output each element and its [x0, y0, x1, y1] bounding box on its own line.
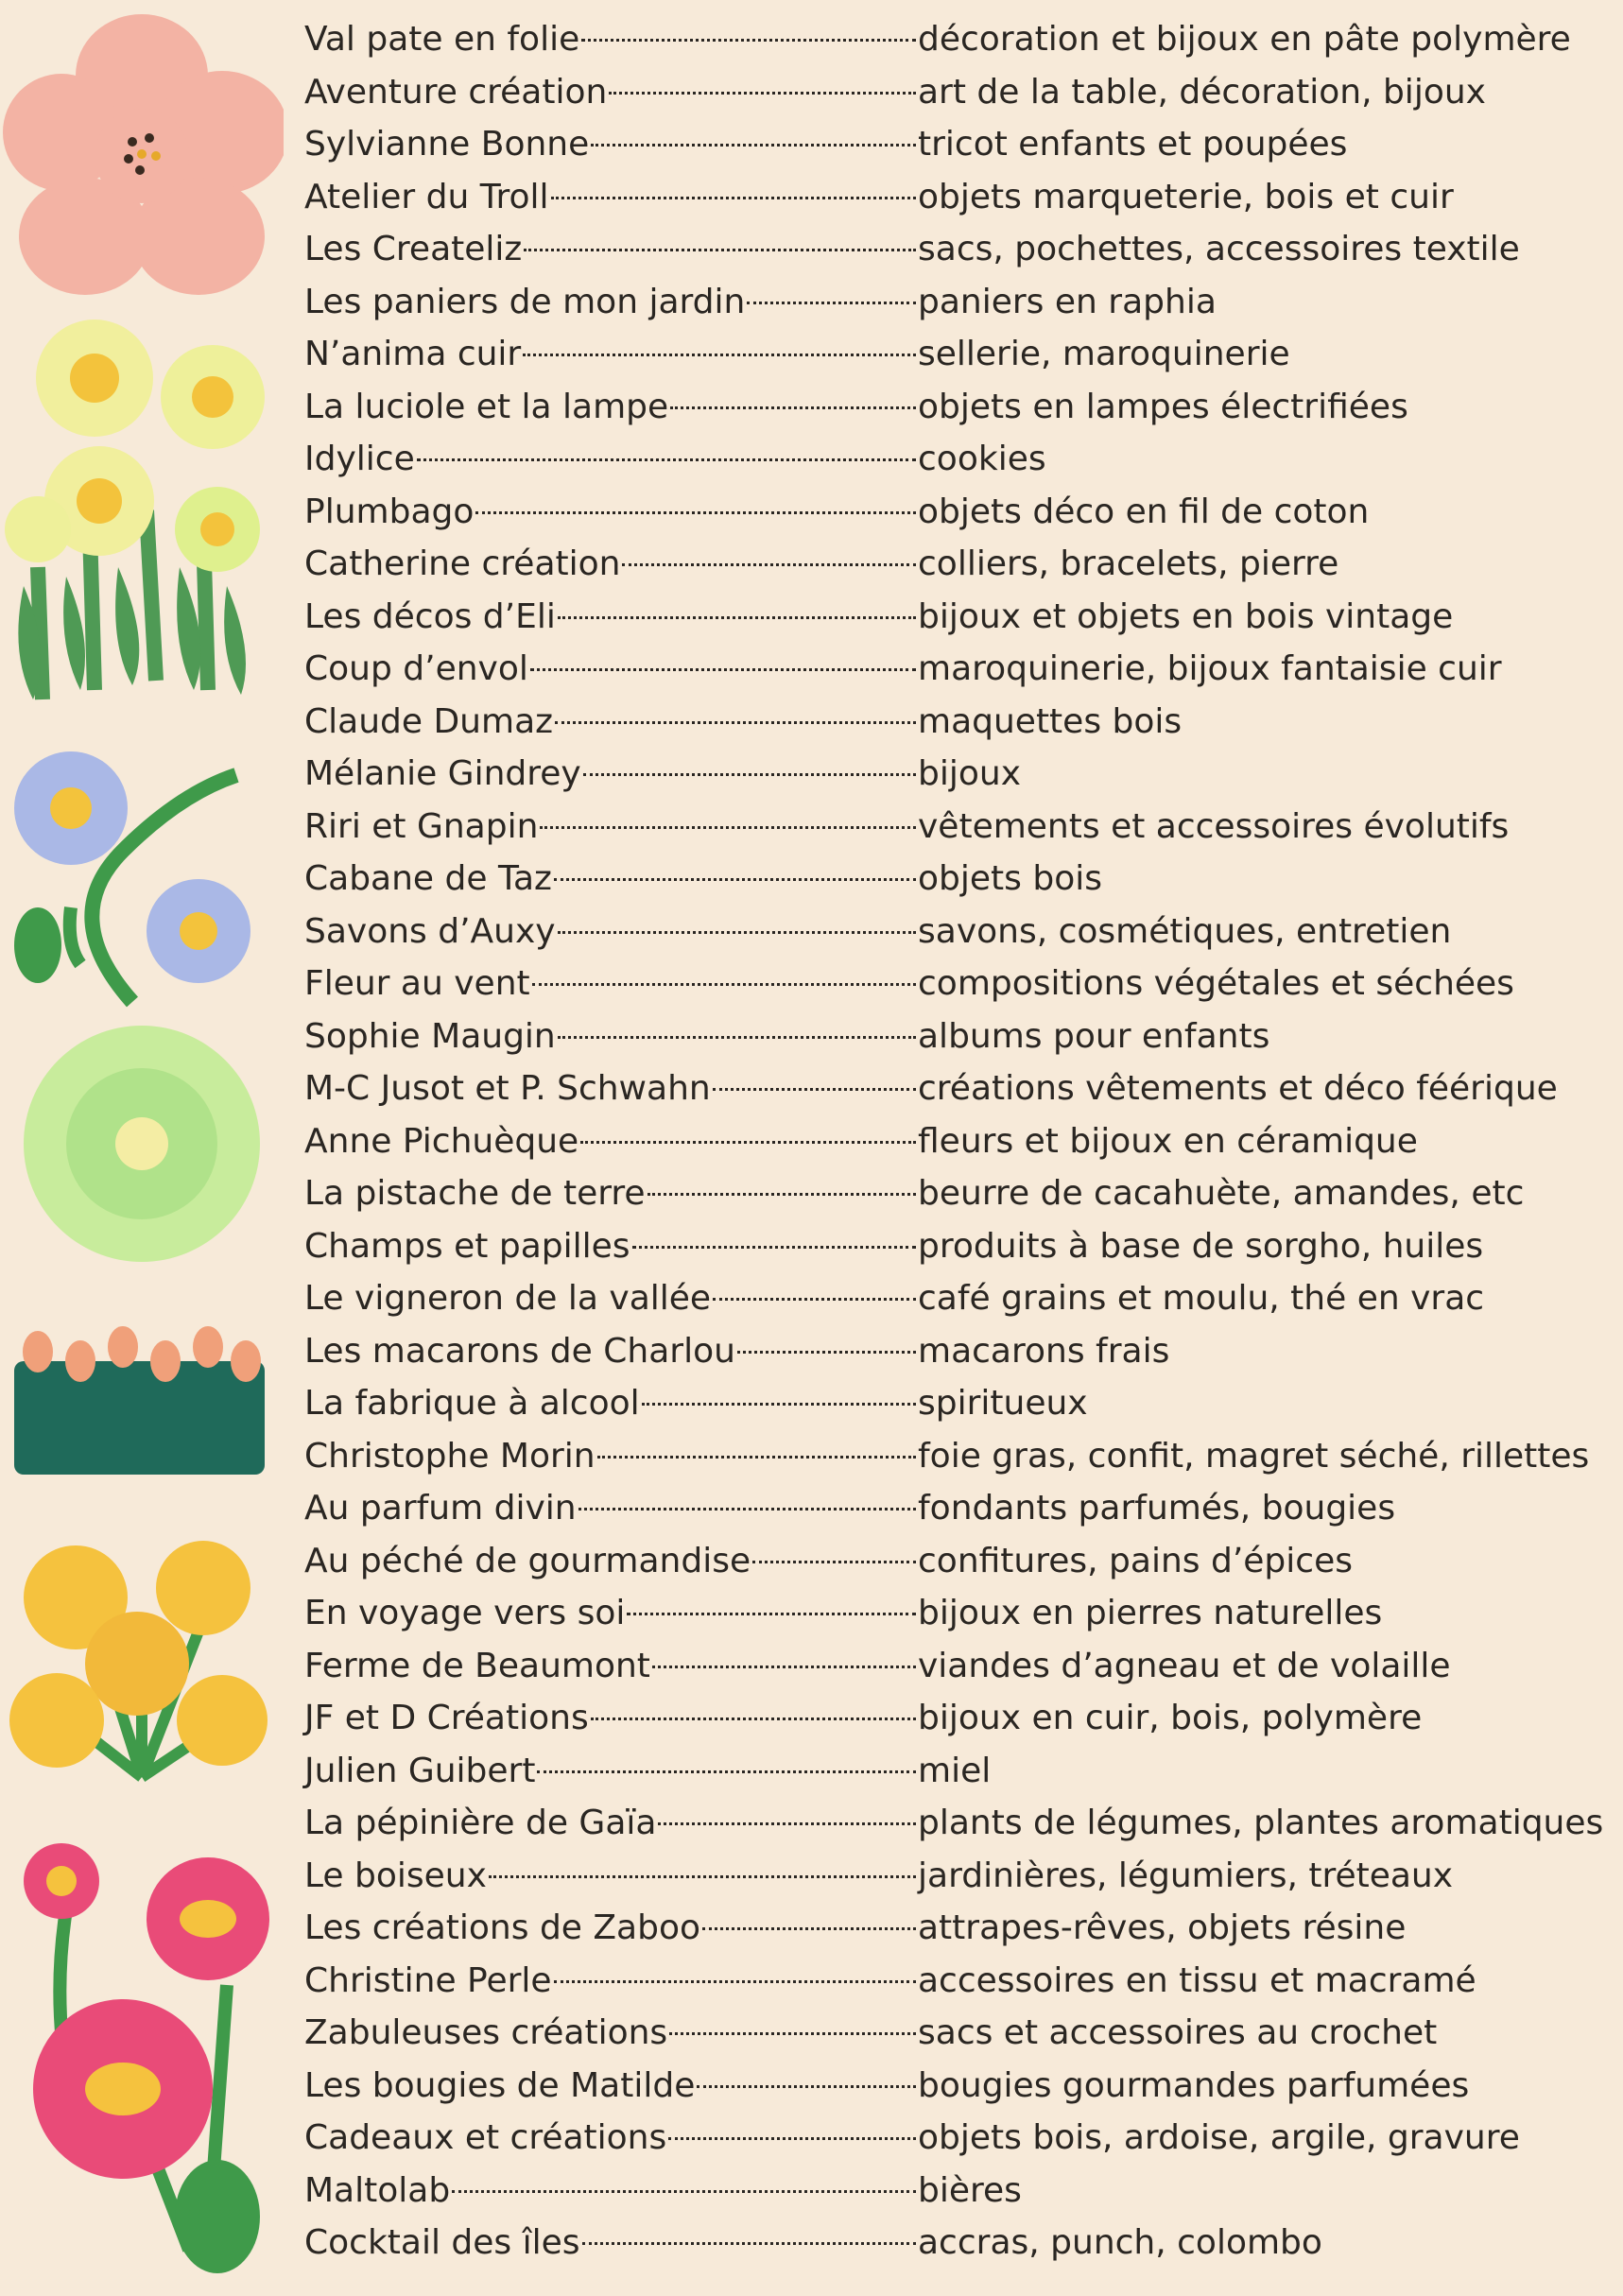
exhibitor-name: Aventure création: [304, 72, 608, 112]
list-item: [304, 1587, 1595, 1640]
exhibitor-category: produits à base de sorgho, huiles: [918, 1226, 1484, 1266]
list-item: [304, 118, 1595, 171]
exhibitor-name: Les macarons de Charlou: [304, 1331, 735, 1371]
exhibitor-name: La luciole et la lampe: [304, 387, 669, 426]
exhibitor-category: objets en lampes électrifiées: [918, 387, 1408, 426]
dot-leader: [747, 302, 916, 304]
dot-leader: [658, 1822, 916, 1825]
exhibitor-name: La pistache de terre: [304, 1174, 646, 1213]
exhibitor-category: sacs, pochettes, accessoires textile: [918, 230, 1520, 268]
list-item: [304, 801, 1595, 854]
dot-leader: [530, 668, 916, 671]
flower-illustrations: [0, 0, 284, 2296]
list-item: [304, 486, 1595, 539]
exhibitor-category: foie gras, confit, magret séché, rillettes: [918, 1436, 1590, 1476]
list-item: [304, 1482, 1595, 1535]
exhibitor-name: Anne Pichuèque: [304, 1121, 579, 1161]
exhibitor-name: Sophie Maugin: [304, 1016, 556, 1056]
exhibitor-name: Les bougies de Matilde: [304, 2065, 696, 2105]
exhibitor-name: Les créations de Zaboo: [304, 1908, 701, 1947]
exhibitor-category: fleurs et bijoux en céramique: [918, 1121, 1418, 1161]
list-item: [304, 1272, 1595, 1325]
dot-leader: [713, 1088, 916, 1091]
list-item: [304, 1325, 1595, 1378]
dot-leader: [489, 1875, 916, 1878]
list-item: [304, 748, 1595, 801]
exhibitor-category: objets marqueterie, bois et cuir: [918, 177, 1454, 216]
exhibitor-name: Sylvianne Bonne: [304, 125, 590, 164]
list-item: [304, 2060, 1595, 2113]
exhibitor-name: Catherine création: [304, 544, 621, 583]
dot-leader: [581, 39, 916, 42]
list-item: [304, 538, 1595, 591]
exhibitor-category: jardinières, légumiers, tréteaux: [918, 1856, 1454, 1895]
list-item: [304, 958, 1595, 1010]
dot-leader: [524, 249, 916, 251]
list-item: [304, 171, 1595, 224]
exhibitor-name: En voyage vers soi: [304, 1594, 626, 1632]
exhibitor-category: viandes d’agneau et de volaille: [918, 1646, 1451, 1685]
exhibitor-name: Fleur au vent: [304, 964, 530, 1003]
list-item: [304, 1220, 1595, 1273]
exhibitor-name: Claude Dumaz: [304, 701, 554, 741]
exhibitor-category: sacs et accessoires au crochet: [918, 2013, 1438, 2052]
exhibitor-name: Coup d’envol: [304, 649, 528, 688]
dot-leader: [582, 2242, 916, 2245]
exhibitor-category: bougies gourmandes parfumées: [918, 2065, 1470, 2105]
dot-leader: [591, 144, 916, 147]
list-item: [304, 381, 1595, 434]
dot-leader: [555, 721, 916, 724]
list-item: [304, 1850, 1595, 1903]
exhibitor-name: Christine Perle: [304, 1960, 552, 2000]
exhibitor-name: La fabrique à alcool: [304, 1384, 640, 1423]
exhibitor-name: Cabane de Taz: [304, 859, 552, 898]
dot-leader: [558, 1036, 916, 1039]
list-item: [304, 643, 1595, 696]
list-item: [304, 1167, 1595, 1220]
exhibitor-category: objets déco en fil de coton: [918, 492, 1370, 531]
list-item: [304, 223, 1595, 276]
exhibitor-name: Savons d’Auxy: [304, 911, 556, 951]
exhibitor-category: compositions végétales et séchées: [918, 964, 1514, 1003]
exhibitor-category: décoration et bijoux en pâte polymère: [918, 20, 1571, 59]
dot-leader: [475, 511, 916, 514]
dot-leader: [537, 1770, 916, 1773]
dot-leader: [583, 773, 916, 776]
exhibitor-name: Cocktail des îles: [304, 2223, 580, 2262]
dot-leader: [558, 931, 916, 934]
dot-leader: [670, 406, 916, 409]
exhibitor-name: Les Createliz: [304, 230, 523, 268]
list-item: [304, 906, 1595, 958]
exhibitor-name: N’anima cuir: [304, 335, 522, 373]
exhibitor-category: bières: [918, 2170, 1022, 2210]
dot-leader: [578, 1508, 916, 1511]
list-item: [304, 1692, 1595, 1745]
exhibitor-category: art de la table, décoration, bijoux: [918, 72, 1486, 112]
dot-leader: [540, 826, 916, 829]
list-item: [304, 2165, 1595, 2218]
list-item: [304, 1955, 1595, 2008]
list-item: [304, 2217, 1595, 2270]
exhibitor-name: Plumbago: [304, 492, 475, 531]
yellow-flower-icon: [9, 1541, 268, 1777]
daffodil-icon: [5, 319, 265, 699]
dot-leader: [702, 1927, 916, 1930]
exhibitor-category: objets bois, ardoise, argile, gravure: [918, 2118, 1520, 2157]
exhibitor-category: bijoux en pierres naturelles: [918, 1594, 1383, 1632]
list-item: [304, 1535, 1595, 1588]
exhibitor-category: accessoires en tissu et macramé: [918, 1960, 1476, 2000]
exhibitor-category: cookies: [918, 440, 1046, 478]
exhibitor-name: M-C Jusot et P. Schwahn: [304, 1069, 711, 1108]
exhibitor-category: vêtements et accessoires évolutifs: [918, 806, 1510, 846]
exhibitor-name: Zabuleuses créations: [304, 2013, 668, 2052]
exhibitor-name: JF et D Créations: [304, 1699, 589, 1737]
dot-leader: [627, 1613, 916, 1615]
list-item: [304, 1745, 1595, 1798]
exhibitor-name: Christophe Morin: [304, 1436, 596, 1476]
exhibitor-category: maroquinerie, bijoux fantaisie cuir: [918, 649, 1502, 688]
tulips-icon: [14, 1326, 265, 1475]
list-item: [304, 276, 1595, 329]
exhibitor-category: albums pour enfants: [918, 1016, 1270, 1056]
exhibitor-category: créations vêtements et déco féérique: [918, 1069, 1558, 1108]
exhibitor-name: Idylice: [304, 440, 415, 478]
exhibitor-name: Les paniers de mon jardin: [304, 282, 746, 321]
list-item: [304, 433, 1595, 486]
list-item: [304, 1640, 1595, 1693]
list-item: [304, 591, 1595, 644]
list-item: [304, 1902, 1595, 1955]
exhibitor-category: bijoux et objets en bois vintage: [918, 596, 1454, 636]
exhibitor-name: Atelier du Troll: [304, 177, 549, 216]
dot-leader: [532, 983, 916, 986]
exhibitor-name: Le boiseux: [304, 1856, 487, 1895]
exhibitor-name: Cadeaux et créations: [304, 2118, 667, 2157]
exhibitor-category: confitures, pains d’épices: [918, 1541, 1353, 1580]
list-item: [304, 13, 1595, 66]
exhibitor-category: beurre de cacahuète, amandes, etc: [918, 1174, 1525, 1213]
dot-leader: [668, 2137, 916, 2140]
exhibitor-category: accras, punch, colombo: [918, 2223, 1322, 2262]
dot-leader: [580, 1141, 916, 1144]
dot-leader: [713, 1298, 916, 1301]
daisy-icon: [24, 1026, 260, 1262]
dot-leader: [647, 1193, 916, 1196]
exhibitor-category: tricot enfants et poupées: [918, 125, 1348, 164]
dot-leader: [452, 2190, 916, 2193]
dot-leader: [591, 1718, 916, 1720]
exhibitor-name: Les décos d’Eli: [304, 596, 556, 636]
list-item: [304, 1797, 1604, 1850]
dot-leader: [632, 1246, 916, 1249]
exhibitor-list: [304, 13, 1604, 2270]
list-item: [304, 1377, 1595, 1430]
dot-leader: [642, 1403, 916, 1406]
list-item: [304, 696, 1595, 749]
exhibitor-name: Au péché de gourmandise: [304, 1541, 751, 1580]
exhibitor-category: spiritueux: [918, 1384, 1088, 1423]
list-item: [304, 2112, 1595, 2165]
exhibitor-category: savons, cosmétiques, entretien: [918, 911, 1452, 951]
dot-leader: [752, 1561, 916, 1563]
list-item: [304, 1062, 1595, 1115]
list-item: [304, 853, 1595, 906]
dot-leader: [551, 197, 916, 199]
exhibitor-category: sellerie, maroquinerie: [918, 335, 1290, 373]
dot-leader: [523, 354, 916, 356]
list-item: [304, 328, 1595, 381]
dot-leader: [558, 616, 916, 619]
exhibitor-name: Ferme de Beaumont: [304, 1646, 650, 1685]
exhibitor-name: Au parfum divin: [304, 1489, 577, 1528]
exhibitor-category: attrapes-rêves, objets résine: [918, 1908, 1407, 1947]
exhibitor-category: paniers en raphia: [918, 282, 1217, 321]
exhibitor-name: Riri et Gnapin: [304, 806, 539, 846]
exhibitor-name: Val pate en folie: [304, 20, 580, 59]
list-item: [304, 1430, 1595, 1483]
exhibitor-name: Julien Guibert: [304, 1751, 536, 1790]
exhibitor-name: La pépinière de Gaïa: [304, 1804, 657, 1842]
dot-leader: [609, 92, 916, 95]
dot-leader: [622, 563, 916, 566]
dot-leader: [669, 2032, 916, 2035]
dot-leader: [697, 2085, 916, 2088]
dot-leader: [597, 1456, 916, 1459]
list-item: [304, 1115, 1595, 1168]
list-item: [304, 2007, 1595, 2060]
dot-leader: [554, 1980, 916, 1983]
list-item: [304, 1010, 1595, 1063]
exhibitor-category: fondants parfumés, bougies: [918, 1489, 1396, 1528]
red-flower-icon: [24, 1843, 269, 2273]
exhibitor-category: maquettes bois: [918, 701, 1183, 741]
exhibitor-name: Le vigneron de la vallée: [304, 1279, 712, 1318]
dot-leader: [417, 458, 916, 461]
blue-flower-icon: [14, 751, 250, 1002]
exhibitor-name: Maltolab: [304, 2170, 451, 2210]
exhibitor-category: miel: [918, 1751, 992, 1790]
exhibitor-category: café grains et moulu, thé en vrac: [918, 1279, 1485, 1318]
exhibitor-name: Mélanie Gindrey: [304, 754, 581, 793]
dot-leader: [652, 1666, 916, 1668]
exhibitor-category: colliers, bracelets, pierre: [918, 544, 1339, 583]
dot-leader: [737, 1351, 916, 1354]
pink-flower-icon: [3, 14, 284, 295]
exhibitor-category: plants de légumes, plantes aromatiques: [918, 1804, 1604, 1842]
dot-leader: [554, 878, 916, 881]
exhibitor-category: bijoux en cuir, bois, polymère: [918, 1699, 1423, 1737]
exhibitor-category: objets bois: [918, 859, 1102, 898]
exhibitor-name: Champs et papilles: [304, 1226, 630, 1266]
exhibitor-category: bijoux: [918, 754, 1022, 793]
exhibitor-category: macarons frais: [918, 1331, 1170, 1371]
list-item: [304, 66, 1595, 119]
